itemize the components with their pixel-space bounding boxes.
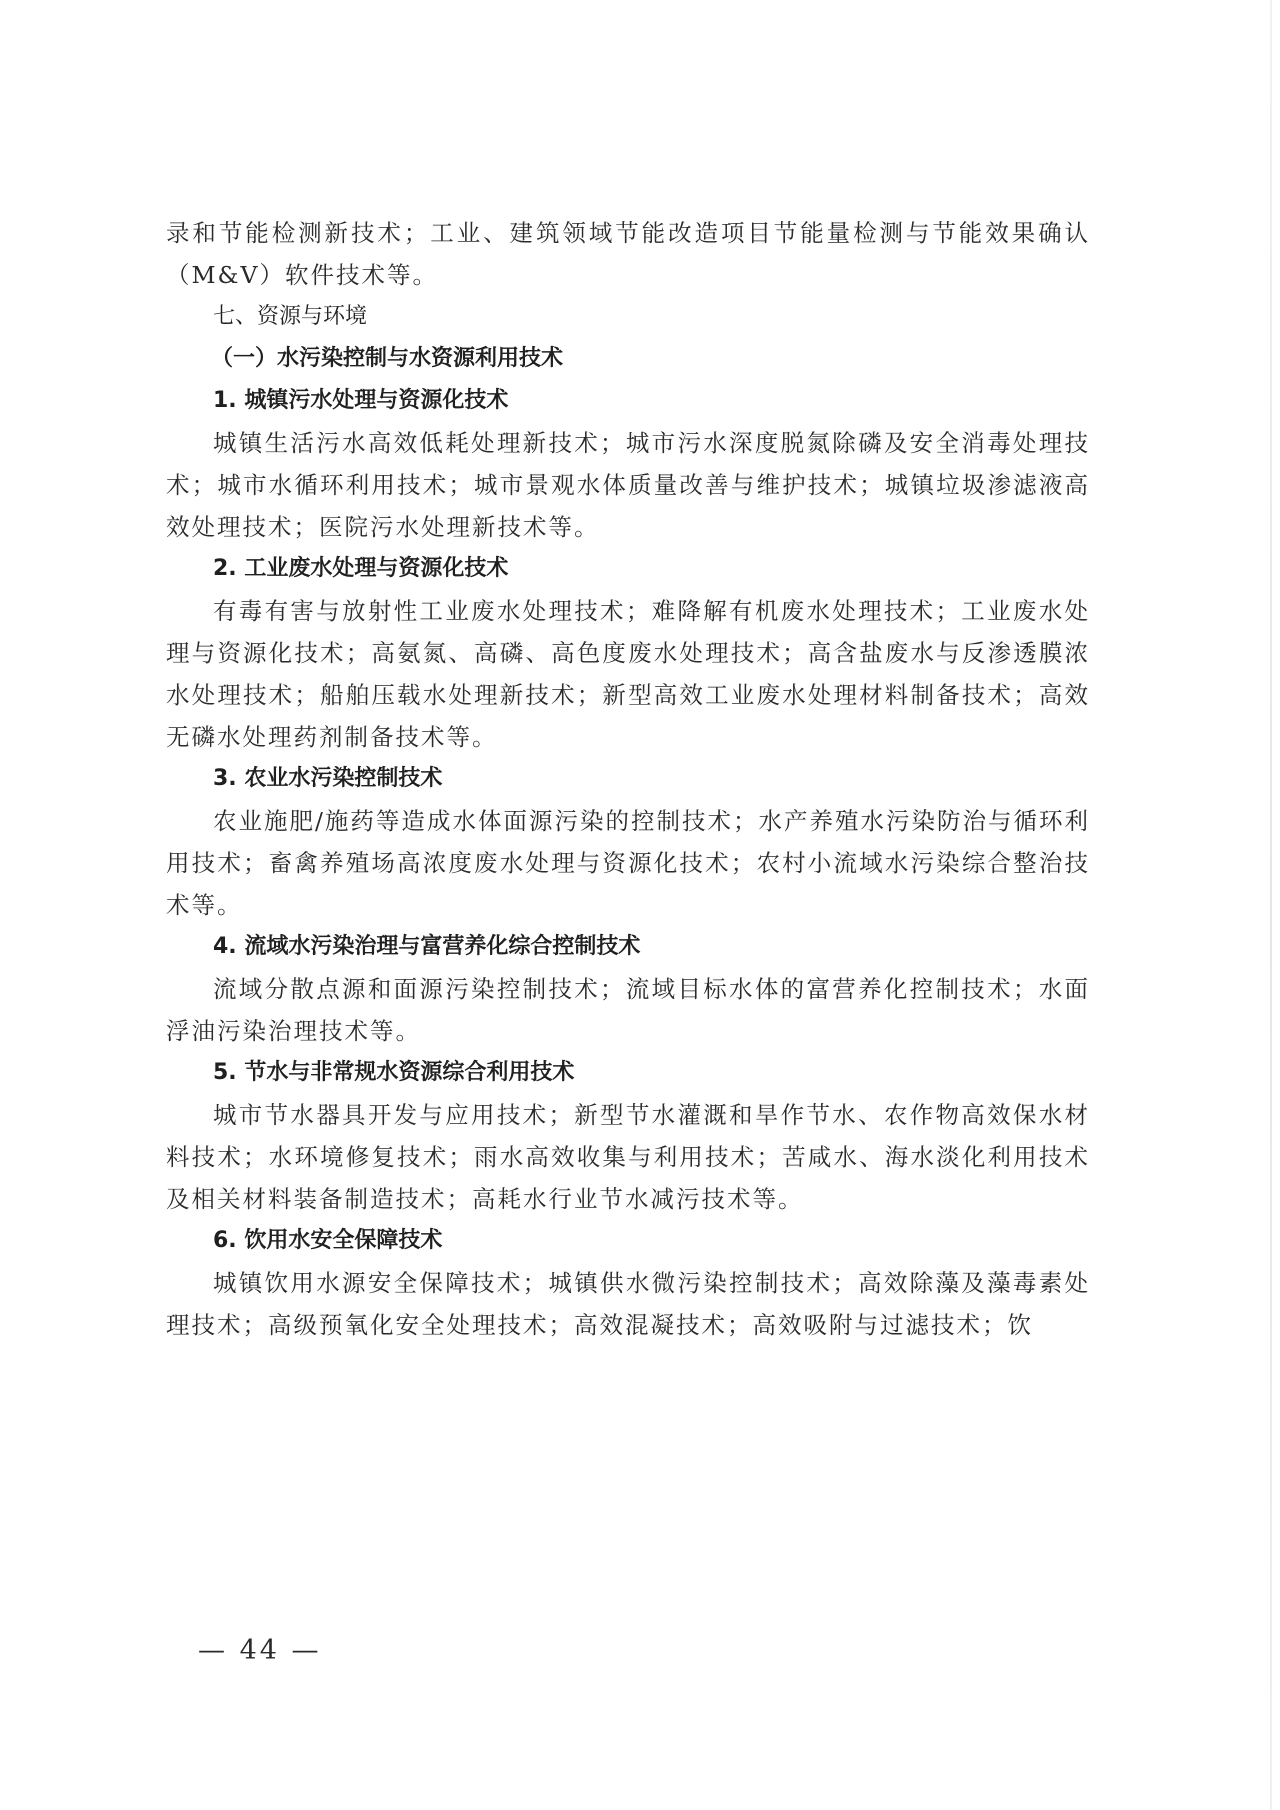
document-body: [166, 212, 1090, 1346]
item-heading-6: 6. 饮用水安全保障技术: [213, 1228, 443, 1253]
item-paragraph-3: 农业施肥/施药等造成水体面源污染的控制技术；水产养殖水污染防治与循环利用技术；畜禽养殖场高浓度废水处理与资源化技术；农村小流域水污染综合整治技术等。: [166, 807, 1090, 919]
item-paragraph-1: 城镇生活污水高效低耗处理新技术；城市污水深度脱氮除磷及安全消毒处理技术；城市水循环利用技术；城市景观水体质量改善与维护技术；城镇垃圾渗滤液高效处理技术；医院污水处理新技术等。: [166, 429, 1090, 541]
page-number: — 44 —: [198, 1635, 322, 1666]
item-paragraph-4: 流域分散点源和面源污染控制技术；流域目标水体的富营养化控制技术；水面浮油污染治理技术等。: [166, 975, 1090, 1045]
item-paragraph-2: 有毒有害与放射性工业废水处理技术；难降解有机废水处理技术；工业废水处理与资源化技术；高氨氮、高磷、高色度废水处理技术；高含盐废水与反渗透膜浓水处理技术；船舶压载水处理新技术；新型高效工业废水处理材料制备技术；高效无磷水处理药剂制备技术等。: [166, 597, 1090, 751]
section-heading-resources-environment: 七、资源与环境: [213, 304, 368, 329]
scan-edge-line: [1270, 0, 1272, 1810]
item-heading-4: 4. 流域水污染治理与富营养化综合控制技术: [213, 934, 641, 959]
paragraph-continued: 录和节能检测新技术；工业、建筑领域节能改造项目节能量检测与节能效果确认（M&V）软件技术等。: [166, 219, 1090, 289]
item-heading-1: 1. 城镇污水处理与资源化技术: [213, 388, 509, 413]
item-paragraph-6: 城镇饮用水源安全保障技术；城镇供水微污染控制技术；高效除藻及藻毒素处理技术；高级预氧化安全处理技术；高效混凝技术；高效吸附与过滤技术；饮: [166, 1269, 1090, 1339]
item-heading-3: 3. 农业水污染控制技术: [213, 766, 443, 791]
item-heading-5: 5. 节水与非常规水资源综合利用技术: [213, 1060, 575, 1085]
subsection-heading-water-pollution: （一）水污染控制与水资源利用技术: [211, 346, 564, 371]
item-paragraph-5: 城市节水器具开发与应用技术；新型节水灌溉和旱作节水、农作物高效保水材料技术；水环境修复技术；雨水高效收集与利用技术；苦咸水、海水淡化利用技术及相关材料装备制造技术；高耗水行业节水减污技术等。: [166, 1101, 1090, 1213]
item-heading-2: 2. 工业废水处理与资源化技术: [213, 556, 509, 581]
